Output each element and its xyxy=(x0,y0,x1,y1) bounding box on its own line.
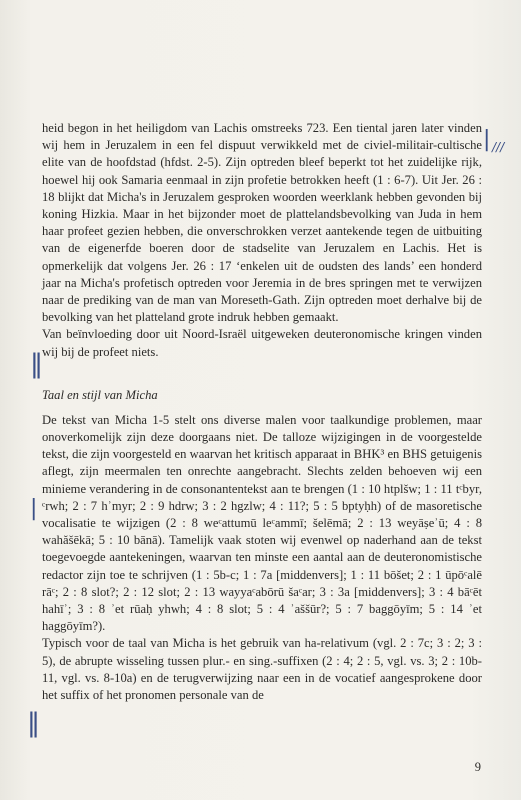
paragraph-3: De tekst van Micha 1-5 stelt ons diverse malen voor taalkundige problemen, maar onoverkomelijk zijn deze doorgaans niet. De talloze wijzigingen in de voorgestelde tekst, die zijn voorgesteld en waarvan het kritisch apparaat in BHK³ en BHS getuigenis aflegt, zijn meermalen ten onrechte aangebracht. Slechts zelden behoeven wij een minieme verandering in de consonantentekst aan te brengen (1 : 10 htplšw; 1 : 11 tᶜbyr, ᶜrwh; 2 : 7 hʾmyr; 2 : 9 hdrw; 3 : 2 hgzlw; 4 : 11?; 5 : 5 bptyḥh) of de masoretische vocalisatie te wijzigen (2 : 8 weᶜattumū leᶜammī; šelēmā; 2 : 13 weyāṣeʾū; 4 : 8 wahăšēkā; 5 : 10 bānā). Tamelijk vaak stoten wij evenwel op naderhand aan de tekst toegevoegde aantekeningen, waarvan ten minste een aantal aan de deuteronomistische redactor zijn toe te schrijven (1 : 5b-c; 1 : 7a [middenvers]; 1 : 11 bōšet; 2 : 1 ūpōᶜalē rāᶜ; 2 : 8 slot?; 2 : 12 slot; 2 : 13 wayyaᶜabōrū šaᶜar; 3 : 3a [middenvers]; 3 : 4 bāᶜēt hahīʾ; 3 : 8 ʾet rūaḥ yhwh; 4 : 8 slot; 5 : 4 ʾaššūr?; 5 : 7 baggōyīm; 5 : 14 ʾet haggōyīm?). xyxy=(42,412,482,634)
paragraph-2: Van beïnvloeding door uit Noord-Israël uitgeweken deuteronomische kringen vinden wij bij de profeet niets. xyxy=(42,327,482,359)
paragraph-4: Typisch voor de taal van Micha is het gebruik van ha-relativum (vgl. 2 : 7c; 3 : 2; 3 : 5), de abrupte wisseling tussen plur.- en sing.-suffixen (2 : 4; 2 : 5, vgl. vs. 3; 2 : 10b-11, vgl. vs. 8-10a) en de terugverwijzing naar een in de vocatief aangesprokene door het suffix of het pronomen personale van de xyxy=(42,636,482,703)
margin-bracket-mark: | xyxy=(483,127,491,152)
page-number: 9 xyxy=(474,760,481,774)
margin-bracket-mark-4: ‖ xyxy=(27,708,40,738)
margin-bracket-mark-2: ‖ xyxy=(30,349,43,379)
section-heading: Taal en stijl van Micha xyxy=(42,387,158,402)
margin-handwritten-note: /// xyxy=(492,140,505,154)
margin-bracket-mark-3: | xyxy=(30,496,38,521)
body-text xyxy=(42,120,482,704)
paragraph-1: heid begon in het heiligdom van Lachis omstreeks 723. Een tiental jaren later vinden wij hem in Jeruzalem in een fel dispuut verwikkeld met de civiel-militair-cultische elite van de hoofdstad (hfdst. 2-5). Zijn optreden bleef beperkt tot het zuidelijke rijk, hoewel hij ook Samaria eenmaal in zijn profetie betrokken heeft (1 : 6-7). Uit Jer. 26 : 18 blijkt dat Micha's in Jeruzalem gesproken woorden weerklank hebben gevonden bij koning Hizkia. Maar in het bijzonder moet de plattelandsbevolking van Juda in hem haar profeet gezien hebben, die onverschrokken verzet aantekende tegen de uitbuiting van de eigenerfde boeren door de stadselite van Jeruzalem en Lachis. Het is opmerkelijk dat volgens Jer. 26 : 17 ‘enkelen uit de oudsten des lands’ een honderd jaar na Micha's profetisch optreden voor Jeremia in de bres springen met te verwijzen naar de prediking van de man van Moreseth-Gath. Zijn optreden moet derhalve bij de bevolking van het platteland grote indruk hebben gemaakt. xyxy=(42,121,482,325)
